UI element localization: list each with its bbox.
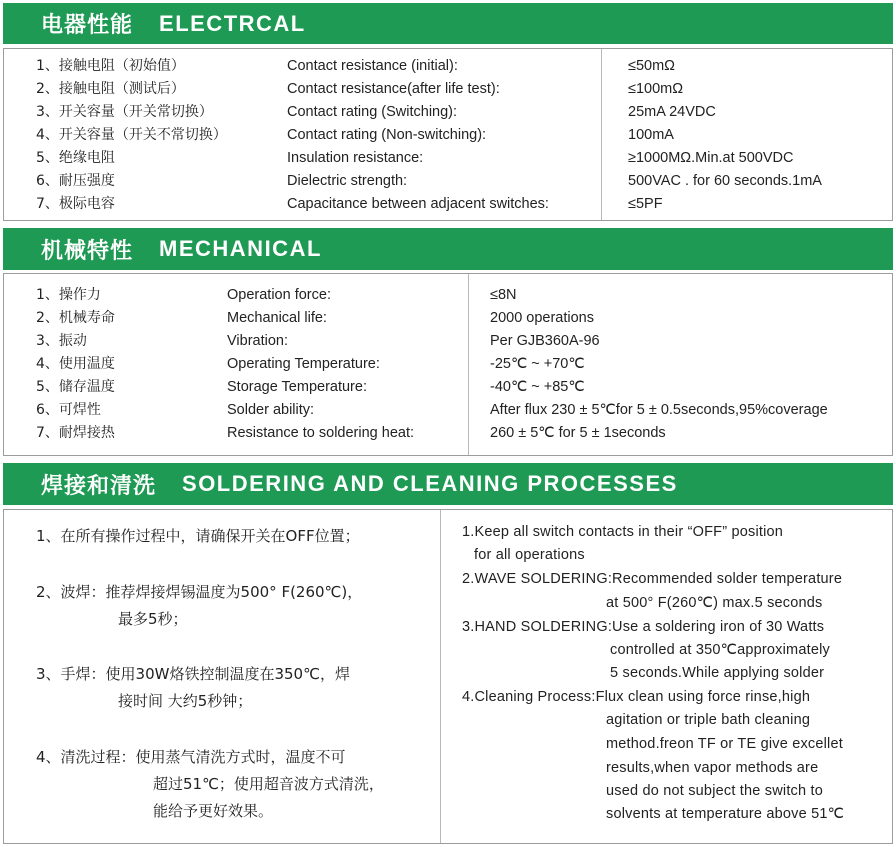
electrical-row-label-zh: 2、接触电阻（测试后） bbox=[36, 81, 185, 97]
electrical-row-label-zh: 1、接触电阻（初始值） bbox=[36, 58, 185, 74]
electrical-row-value: ≤100mΩ bbox=[628, 81, 684, 97]
electrical-row-label-zh: 5、绝缘电阻 bbox=[36, 150, 115, 166]
electrical-row-label-en: Dielectric strength: bbox=[287, 173, 408, 189]
electrical-row-label-en: Contact rating (Non-switching): bbox=[287, 127, 487, 143]
electrical-row-value: 100mA bbox=[628, 127, 674, 143]
electrical-row-value: ≤50mΩ bbox=[628, 58, 676, 74]
mechanical-table bbox=[3, 273, 893, 456]
mechanical-row-label-zh: 2、机械寿命 bbox=[36, 310, 115, 326]
soldering-zh-line: 超过51℃；使用超音波方式清洗， bbox=[153, 775, 384, 793]
mechanical-row-label-en: Vibration: bbox=[227, 333, 288, 349]
soldering-zh-line: 能给予更好效果。 bbox=[153, 802, 274, 820]
divider bbox=[440, 510, 441, 843]
mechanical-row-value: -25℃ ~ +70℃ bbox=[490, 356, 585, 372]
divider bbox=[601, 49, 602, 220]
mechanical-row-label-en: Solder ability: bbox=[227, 402, 315, 418]
electrical-row-label-en: Contact resistance (initial): bbox=[287, 58, 458, 74]
electrical-row-label-en: Contact rating (Switching): bbox=[287, 104, 458, 120]
electrical-header bbox=[3, 3, 893, 44]
electrical-row-value: 500VAC . for 60 seconds.1mA bbox=[628, 173, 822, 189]
mechanical-row-label-en: Mechanical life: bbox=[227, 310, 327, 326]
soldering-en-line: controlled at 350℃approximately bbox=[610, 642, 830, 658]
soldering-en-line: 4.Cleaning Process:Flux clean using force rinse,high bbox=[462, 689, 811, 705]
electrical-title-zh: 电器性能 bbox=[41, 13, 134, 38]
soldering-en-line: method.freon TF or TE give excellet bbox=[606, 736, 843, 752]
mechanical-row-label-zh: 1、操作力 bbox=[36, 287, 101, 303]
mechanical-row-label-zh: 7、耐焊接热 bbox=[36, 425, 115, 441]
electrical-row-label-en: Insulation resistance: bbox=[287, 150, 424, 166]
mechanical-row-label-en: Storage Temperature: bbox=[227, 379, 367, 395]
electrical-row-value: ≤5PF bbox=[628, 196, 663, 212]
electrical-row-label-zh: 3、开关容量（开关常切换） bbox=[36, 104, 213, 120]
soldering-title-en: SOLDERING AND CLEANING PROCESSES bbox=[182, 471, 678, 496]
mechanical-row-label-en: Operating Temperature: bbox=[227, 356, 380, 372]
soldering-en-line: 2.WAVE SOLDERING:Recommended solder temperature bbox=[462, 571, 843, 587]
mechanical-row-value: 2000 operations bbox=[490, 310, 594, 326]
divider bbox=[468, 274, 469, 455]
soldering-zh-line: 4、清洗过程：使用蒸气清洗方式时，温度不可 bbox=[36, 748, 346, 766]
soldering-zh-line: 最多5秒； bbox=[118, 610, 188, 628]
mechanical-row-value: Per GJB360A-96 bbox=[490, 333, 600, 349]
soldering-en-line: 3.HAND SOLDERING:Use a soldering iron of 30 Watts bbox=[462, 619, 825, 635]
mechanical-row-value: 260 ± 5℃ for 5 ± 1seconds bbox=[490, 425, 666, 441]
soldering-en-line: results,when vapor methods are bbox=[606, 760, 819, 776]
mechanical-row-value: After flux 230 ± 5℃for 5 ± 0.5seconds,95%coverage bbox=[490, 402, 828, 418]
mechanical-header bbox=[3, 228, 893, 270]
soldering-zh-line: 3、手焊：使用30W烙铁控制温度在350℃，焊 bbox=[36, 665, 350, 683]
soldering-en-line: at 500° F(260℃) max.5 seconds bbox=[606, 595, 823, 611]
electrical-row-label-zh: 6、耐压强度 bbox=[36, 173, 115, 189]
mechanical-title-en: MECHANICAL bbox=[159, 236, 322, 261]
mechanical-row-label-zh: 3、振动 bbox=[36, 333, 87, 349]
mechanical-row-label-en: Operation force: bbox=[227, 287, 331, 303]
mechanical-row-value: -40℃ ~ +85℃ bbox=[490, 379, 585, 395]
soldering-en-line: solvents at temperature above 51℃ bbox=[606, 806, 845, 822]
electrical-row-label-zh: 7、极际电容 bbox=[36, 196, 115, 212]
soldering-en-line: 1.Keep all switch contacts in their “OFF” position bbox=[462, 524, 784, 540]
soldering-en-line: used do not subject the switch to bbox=[606, 783, 823, 799]
soldering-en-line: for all operations bbox=[474, 547, 585, 563]
soldering-zh-line: 2、波焊：推荐焊接焊锡温度为500° F(260℃)， bbox=[36, 583, 363, 601]
electrical-title-en: ELECTRCAL bbox=[159, 10, 306, 36]
soldering-zh-line: 接时间 大约5秒钟； bbox=[118, 692, 253, 710]
mechanical-title-zh: 机械特性 bbox=[41, 238, 134, 264]
electrical-row-value: ≥1000MΩ.Min.at 500VDC bbox=[628, 150, 794, 166]
electrical-row-label-zh: 4、开关容量（开关不常切换） bbox=[36, 127, 227, 143]
soldering-title-zh: 焊接和清洗 bbox=[41, 473, 157, 499]
electrical-row-label-en: Capacitance between adjacent switches: bbox=[287, 196, 549, 212]
soldering-zh-line: 1、在所有操作过程中，请确保开关在OFF位置； bbox=[36, 527, 360, 545]
electrical-row-label-en: Contact resistance(after life test): bbox=[287, 81, 500, 97]
soldering-en-line: agitation or triple bath cleaning bbox=[606, 712, 811, 728]
mechanical-row-label-zh: 4、使用温度 bbox=[36, 356, 115, 372]
soldering-en-line: 5 seconds.While applying solder bbox=[610, 665, 825, 681]
mechanical-row-value: ≤8N bbox=[490, 287, 517, 303]
mechanical-row-label-zh: 6、可焊性 bbox=[36, 402, 101, 418]
soldering-header bbox=[3, 463, 893, 505]
mechanical-row-label-en: Resistance to soldering heat: bbox=[227, 425, 414, 441]
electrical-row-value: 25mA 24VDC bbox=[628, 104, 716, 120]
mechanical-row-label-zh: 5、储存温度 bbox=[36, 379, 115, 395]
